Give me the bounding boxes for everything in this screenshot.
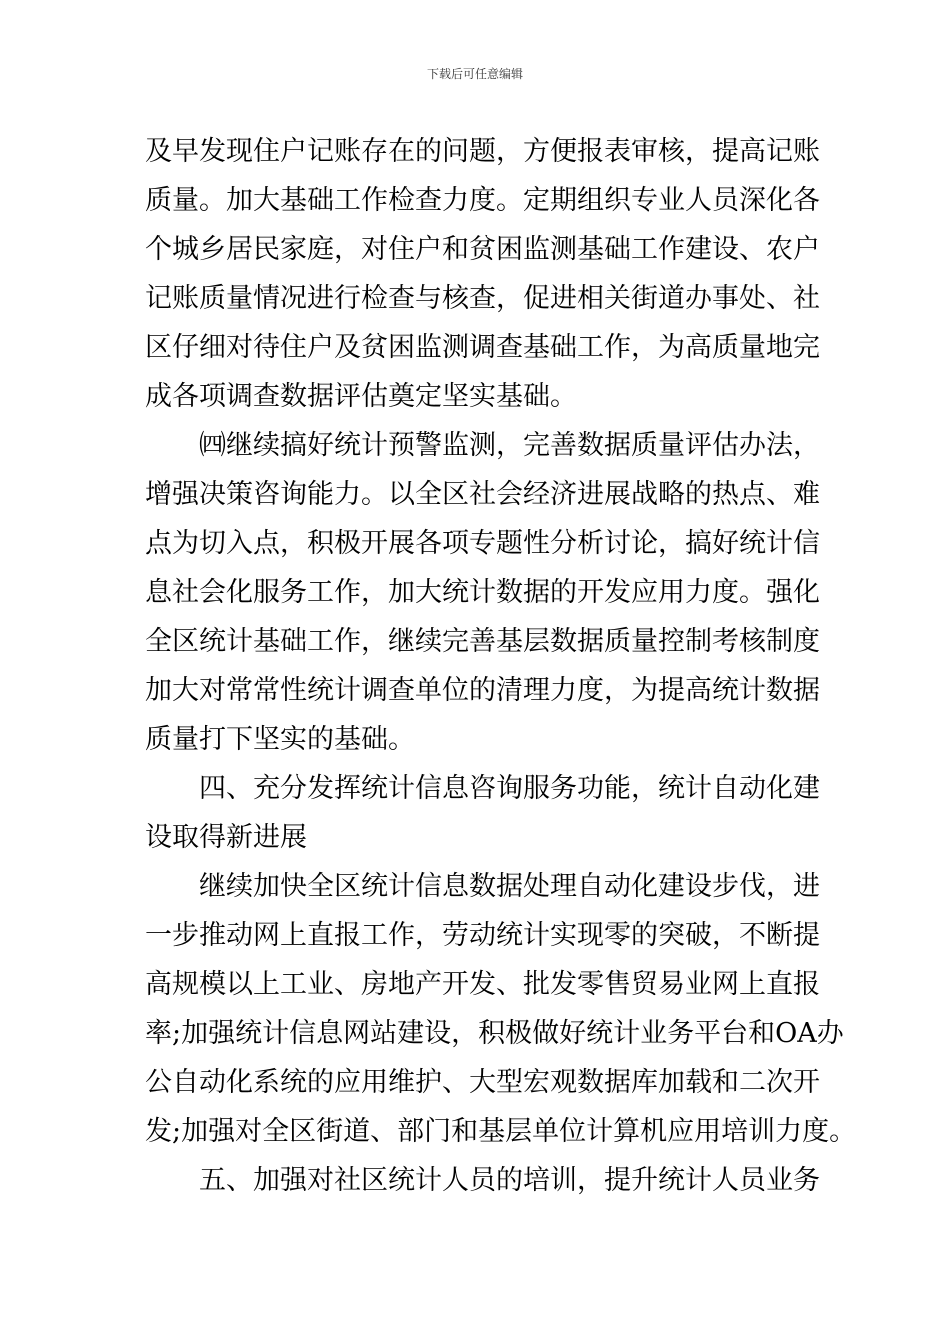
text-line: 加大对常常性统计调查单位的清理力度，为提高统计数据 — [145, 675, 820, 706]
text-line: 公自动化系统的应用维护、大型宏观数据库加载和二次开 — [145, 1067, 820, 1098]
text-line: 区仔细对待住户及贫困监测调查基础工作，为高质量地完 — [145, 332, 820, 363]
text-line: 设取得新进展 — [145, 822, 307, 853]
text-line: 四、充分发挥统计信息咨询服务功能，统计自动化建 — [199, 773, 820, 804]
text-line: 个城乡居民家庭，对住户和贫困监测基础工作建设、农户 — [145, 234, 820, 265]
text-line: 及早发现住户记账存在的问题，方便报表审核，提高记账 — [145, 136, 820, 167]
text-line: 增强决策咨询能力。以全区社会经济进展战略的热点、难 — [145, 479, 820, 510]
text-line: 记账质量情况进行检查与核查，促进相关街道办事处、社 — [145, 283, 820, 314]
text-line: 质量打下坚实的基础。 — [145, 724, 415, 755]
text-line: 全区统计基础工作，继续完善基层数据质量控制考核制度 — [145, 626, 820, 657]
document-body — [145, 127, 857, 1205]
text-line: 质量。加大基础工作检查力度。定期组织专业人员深化各 — [145, 185, 820, 216]
text-line: 息社会化服务工作，加大统计数据的开发应用力度。强化 — [145, 577, 820, 608]
text-line: 发;加强对全区街道、部门和基层单位计算机应用培训力度。 — [145, 1116, 857, 1147]
text-line: 点为切入点，积极开展各项专题性分析讨论，搞好统计信 — [145, 528, 820, 559]
text-line: 一步推动网上直报工作，劳动统计实现零的突破，不断提 — [145, 920, 820, 951]
text-line: 率;加强统计信息网站建设，积极做好统计业务平台和OA办 — [145, 1018, 844, 1049]
text-line: 继续加快全区统计信息数据处理自动化建设步伐，进 — [199, 871, 820, 902]
text-line: 高规模以上工业、房地产开发、批发零售贸易业网上直报 — [145, 969, 820, 1000]
page-header: 下载后可任意编辑 — [426, 67, 523, 81]
text-line: 五、加强对社区统计人员的培训，提升统计人员业务 — [199, 1165, 820, 1196]
text-line: 成各项调查数据评估奠定坚实基础。 — [145, 381, 577, 412]
text-line: ㈣继续搞好统计预警监测，完善数据质量评估办法， — [199, 430, 820, 461]
